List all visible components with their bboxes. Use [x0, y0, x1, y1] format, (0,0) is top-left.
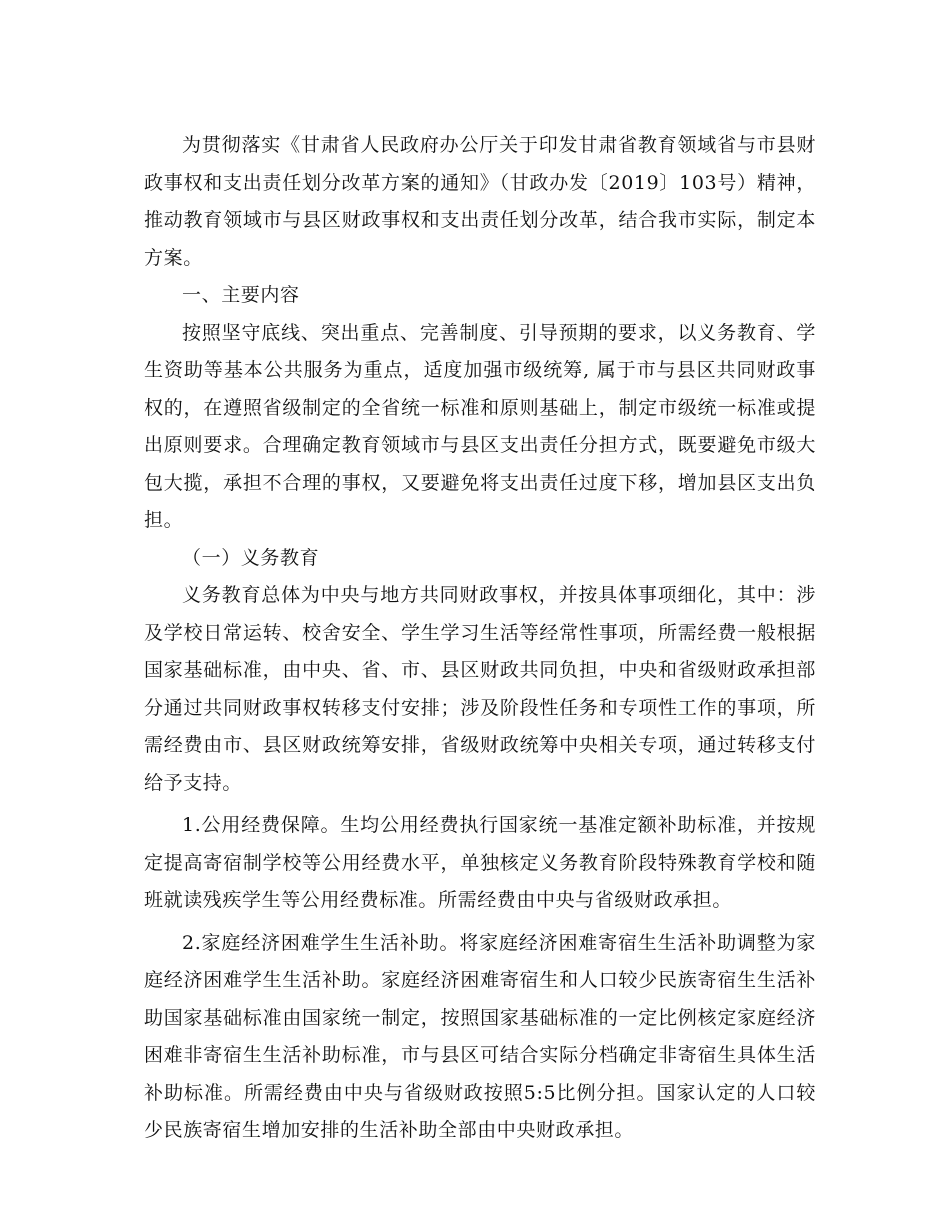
principles-paragraph: 按照坚守底线、突出重点、完善制度、引导预期的要求，以义务教育、学生资助等基本公共服务为重点，适度加强市级统筹, 属于市与县区共同财政事权的，在遵照省级制定的全省统一标准和原则基础上，制定市级统一标准或提出原则要求。合理确定教育领域市与县区支出责任分担方式，既要避免市级大包大揽，承担不合理的事权，又要避免将支出责任过度下移，增加县区支出负担。 [144, 321, 816, 531]
compulsory-education-paragraph: 义务教育总体为中央与地方共同财政事权，并按具体事项细化，其中：涉及学校日常运转、校舍安全、学生学习生活等经常性事项，所需经费一般根据国家基础标准，由中央、省、市、县区财政共同负担，中央和省级财政承担部分通过共同财政事权转移支付安排；涉及阶段性任务和专项性工作的事项，所需经费由市、县区财政统筹安排，省级财政统筹中央相关专项，通过转移支付给予支持。 [144, 584, 816, 794]
intro-paragraph: 为贯彻落实《甘肃省人民政府办公厅关于印发甘肃省教育领域省与市县财政事权和支出责任划分改革方案的通知》（甘政办发〔2019〕103号）精神，推动教育领域市与县区财政事权和支出责任划分改革，结合我市实际，制定本方案。 [144, 134, 816, 269]
subsection-heading-compulsory-education: （一）义务教育 [182, 546, 320, 569]
student-subsidy-paragraph: 2.家庭经济困难学生生活补助。将家庭经济困难寄宿生生活补助调整为家庭经济困难学生生活补助。家庭经济困难寄宿生和人口较少民族寄宿生生活补助国家基础标准由国家统一制定，按照国家基础标准的一定比例核定家庭经济困难非寄宿生生活补助标准，市与县区可结合实际分档确定非寄宿生具体生活补助标准。所需经费由中央与省级财政按照5:5比例分担。国家认定的人口较少民族寄宿生增加安排的生活补助全部由中央财政承担。 [144, 931, 816, 1141]
document-body [144, 127, 816, 1150]
public-funding-paragraph: 1.公用经费保障。生均公用经费执行国家统一基准定额补助标准，并按规定提高寄宿制学校等公用经费水平，单独核定义务教育阶段特殊教育学校和随班就读残疾学生等公用经费标准。所需经费由中央与省级财政承担。 [144, 814, 816, 911]
section-heading-main-content: 一、主要内容 [182, 284, 300, 306]
